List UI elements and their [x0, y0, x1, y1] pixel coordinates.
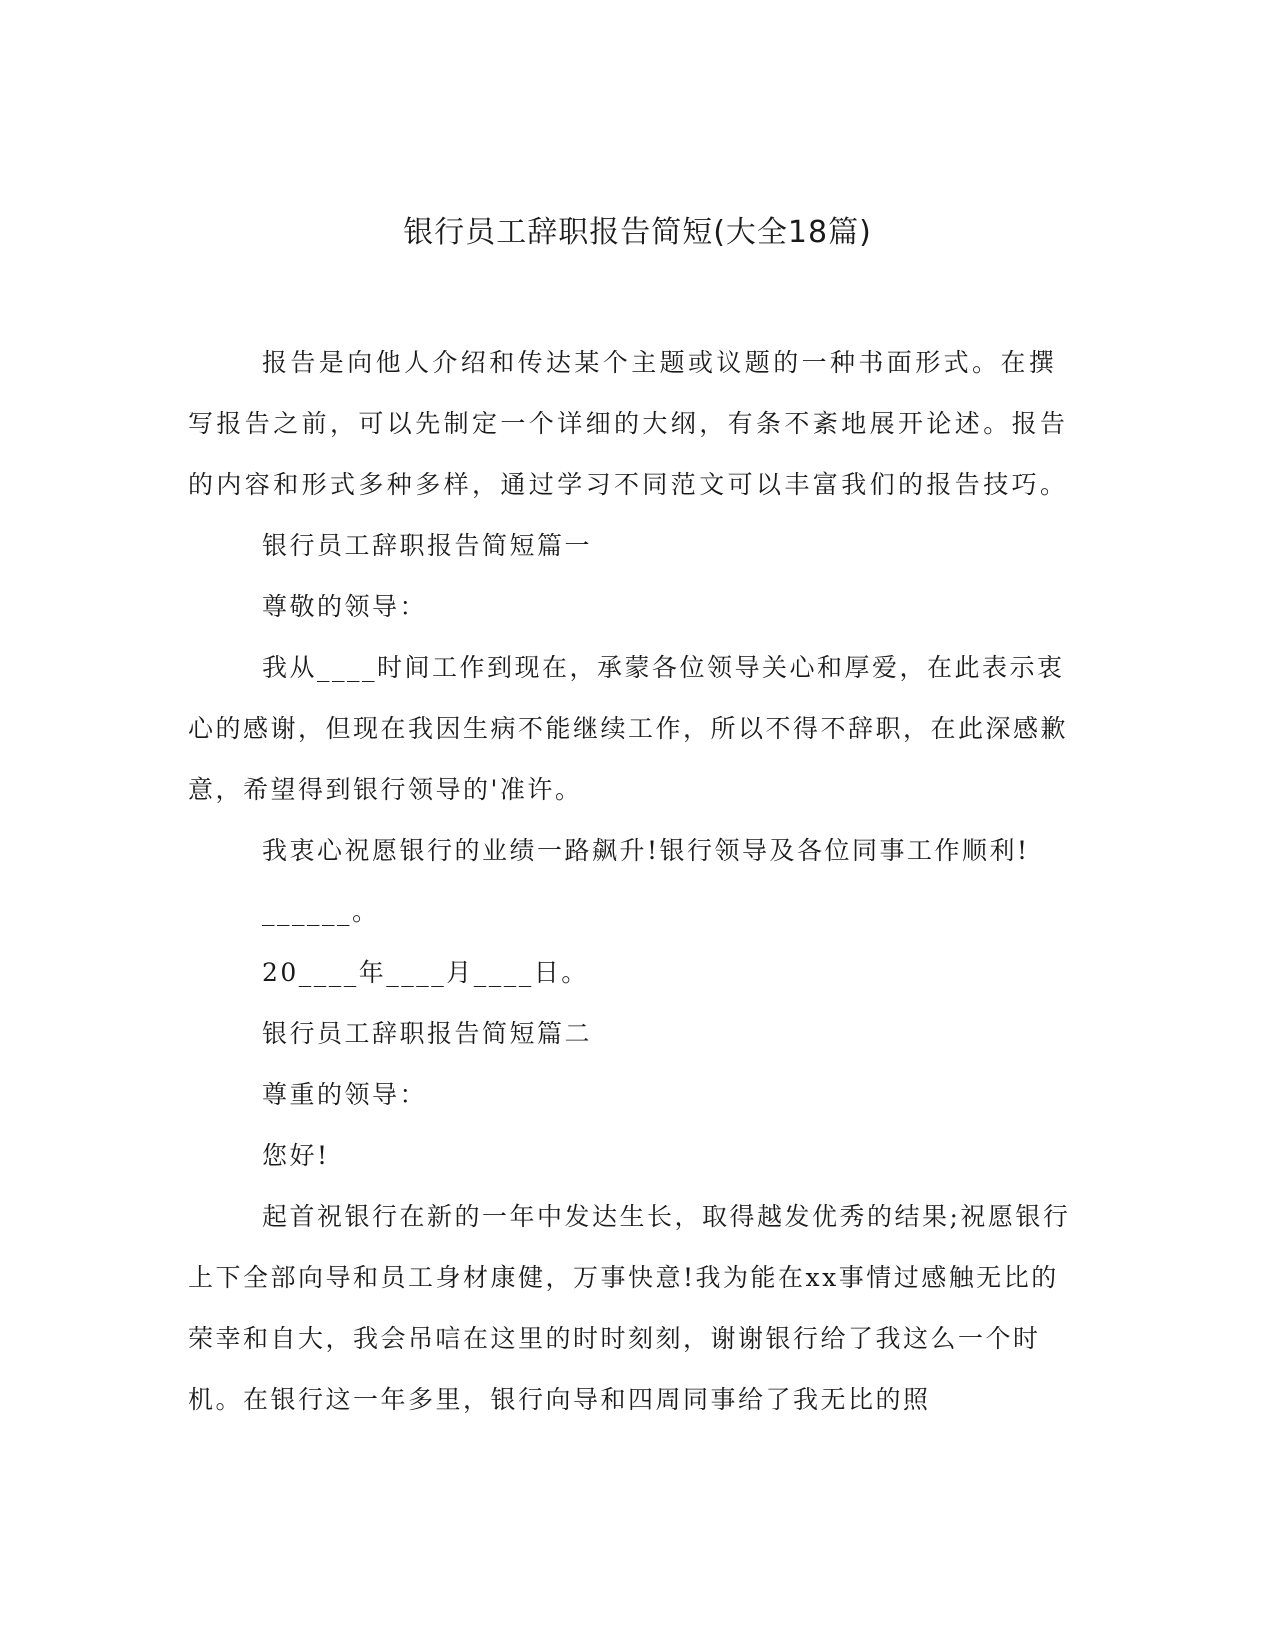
intro-paragraph: 报告是向他人介绍和传达某个主题或议题的一种书面形式。在撰写报告之前，可以先制定一个详细的大纲，有条不紊地展开论述。报告的内容和形式多种多样，通过学习不同范文可以丰富我们的报告技巧。	[188, 348, 1069, 499]
greeting-2: 您好!	[262, 1141, 330, 1170]
document-body	[188, 332, 1078, 1430]
letter-1-wishes: 我衷心祝愿银行的业绩一路飙升!银行领导及各位同事工作顺利!	[262, 836, 1030, 865]
date-line: 20____年____月____日。	[262, 958, 589, 987]
signature-line: ______。	[262, 897, 380, 926]
salutation-1: 尊敬的领导：	[262, 592, 428, 621]
document-title: 银行员工辞职报告简短(大全18篇)	[403, 215, 872, 250]
letter-1-body: 我从____时间工作到现在，承蒙各位领导关心和厚爱，在此表示衷心的感谢，但现在我因生病不能继续工作，所以不得不辞职，在此深感歉意，希望得到银行领导的'准许。	[188, 653, 1069, 804]
salutation-2: 尊重的领导：	[262, 1080, 428, 1109]
letter-2-body: 起首祝银行在新的一年中发达生长，取得越发优秀的结果;祝愿银行上下全部向导和员工身材康健，万事快意!我为能在xx事情过感触无比的荣幸和自大，我会吊唁在这里的时时刻刻，谢谢银行给了我这么一个时机。在银行这一年多里，银行向导和四周同事给了我无比的照	[188, 1202, 1071, 1414]
section-heading-2: 银行员工辞职报告简短篇二	[262, 1019, 593, 1048]
section-heading-1: 银行员工辞职报告简短篇一	[262, 531, 593, 560]
